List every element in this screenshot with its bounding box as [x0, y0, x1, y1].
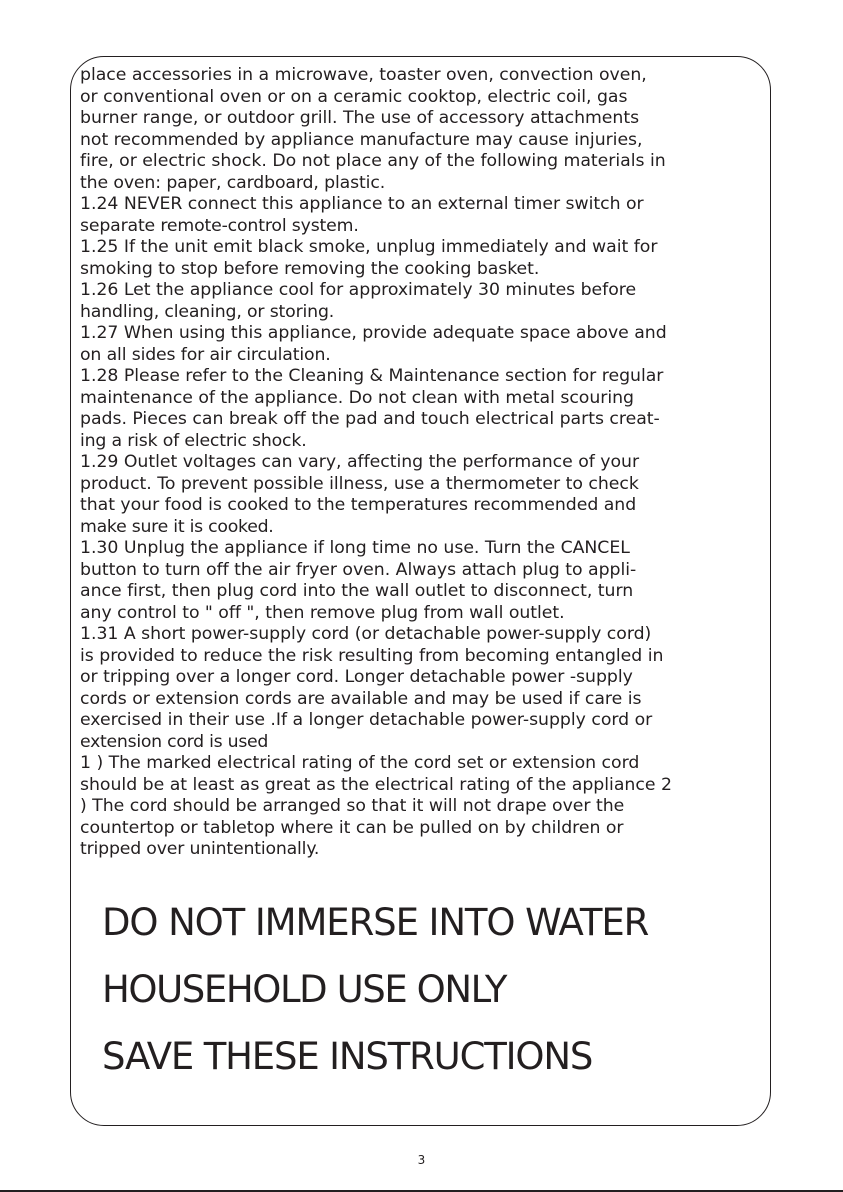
text-line: 1.30 Unplug the appliance if long time no use. Turn the CANCEL	[80, 538, 630, 558]
text-line: make sure it is cooked.	[80, 516, 274, 537]
text-line: handling, cleaning, or storing.	[80, 301, 335, 322]
text-line: 1.27 When using this appliance, provide adequate space above and	[80, 323, 667, 343]
page-number: 3	[417, 1153, 426, 1167]
text-line: exercised in their use .If a longer detachable power-supply cord or	[80, 710, 653, 730]
text-line: any control to " off ", then remove plug from wall outlet.	[80, 602, 565, 623]
text-line: is provided to reduce the risk resulting from becoming entangled in	[80, 645, 664, 666]
text-line: place accessories in a microwave, toaster oven, convection oven,	[80, 65, 647, 85]
warning-do-not-immerse: DO NOT IMMERSE INTO WATER	[102, 901, 649, 944]
text-line: or conventional oven or on a ceramic cooktop, electric coil, gas	[80, 86, 628, 107]
text-line: ing a risk of electric shock.	[80, 430, 307, 451]
warning-headings	[102, 900, 762, 1101]
text-line: extension cord is used	[80, 731, 269, 752]
warning-household-use: HOUSEHOLD USE ONLY	[102, 968, 507, 1011]
text-line: on all sides for air circulation.	[80, 344, 331, 365]
text-line: that your food is cooked to the temperatures recommended and	[80, 495, 637, 515]
text-line: 1.28 Please refer to the Cleaning & Maintenance section for regular	[80, 366, 664, 386]
text-line: tripped over unintentionally.	[80, 839, 320, 859]
text-line: 1.24 NEVER connect this appliance to an external timer switch or	[80, 194, 644, 214]
text-line: button to turn off the air fryer oven. Always attach plug to appli-	[80, 559, 637, 580]
text-line: 1.29 Outlet voltages can vary, affecting the performance of your	[80, 452, 640, 472]
text-line: 1 ) The marked electrical rating of the cord set or extension cord	[80, 753, 640, 773]
text-line: 1.31 A short power-supply cord (or detachable power-supply cord)	[80, 624, 652, 644]
text-line: countertop or tabletop where it can be pulled on by children or	[80, 817, 624, 838]
text-line: cords or extension cords are available and may be used if care is	[80, 688, 642, 709]
text-line: 1.26 Let the appliance cool for approximately 30 minutes before	[80, 280, 637, 300]
text-line: smoking to stop before removing the cooking basket.	[80, 258, 540, 279]
text-line: fire, or electric shock. Do not place any of the following materials in	[80, 151, 666, 171]
text-line: maintenance of the appliance. Do not clean with metal scouring	[80, 387, 634, 408]
text-line: separate remote-control system.	[80, 215, 359, 236]
text-line: the oven: paper, cardboard, plastic.	[80, 172, 386, 193]
text-line: burner range, or outdoor grill. The use of accessory attachments	[80, 108, 640, 128]
text-line: not recommended by appliance manufacture may cause injuries,	[80, 129, 643, 150]
text-line: product. To prevent possible illness, use a thermometer to check	[80, 473, 639, 494]
text-line: 1.25 If the unit emit black smoke, unplug immediately and wait for	[80, 237, 658, 257]
warning-save-instructions: SAVE THESE INSTRUCTIONS	[102, 1035, 593, 1078]
text-line: ance first, then plug cord into the wall outlet to disconnect, turn	[80, 581, 634, 601]
text-line: pads. Pieces can break off the pad and touch electrical parts creat-	[80, 409, 660, 429]
text-line: should be at least as great as the electrical rating of the appliance 2	[80, 774, 672, 795]
text-line: or tripping over a longer cord. Longer detachable power -supply	[80, 667, 633, 687]
safety-instructions-text	[80, 65, 770, 861]
text-line: ) The cord should be arranged so that it will not drape over the	[80, 796, 625, 816]
